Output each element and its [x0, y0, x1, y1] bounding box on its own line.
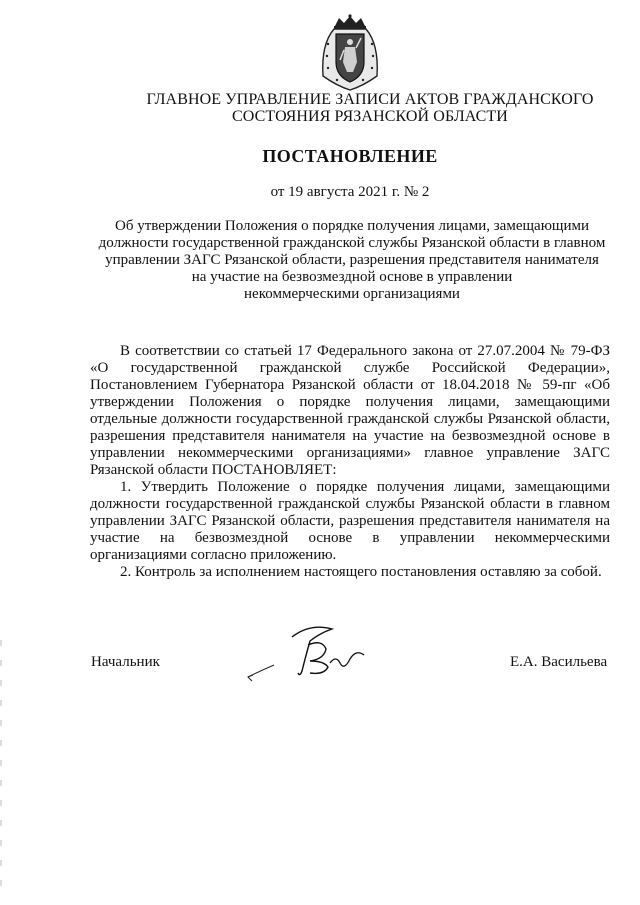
subject-line-2: должности государственной гражданской службы Рязанской области в главном [98, 235, 606, 251]
issuing-authority [90, 91, 640, 125]
signatory-name: Е.А. Васильева [510, 654, 608, 670]
document-subject [92, 218, 612, 303]
document-type: ПОСТАНОВЛЕНИЕ [262, 146, 438, 166]
preamble-paragraph: В соответствии со статьей 17 Федерального закона от 27.07.2004 № 79-ФЗ «О государственной гражданской службе Российской Федерации», Постановлением Губернатора Рязанской области от 18.04.2018 № 59-пг «Об утверждении Положения о порядке получения лицами, замещающими отдельные должности государственной гражданской службы Рязанской области, разрешения представителя нанимателя на участие на безвозмездной основе в управлении некоммерческими организациями» главное управление ЗАГС Рязанской области ПОСТАНОВЛЯЕТ: [90, 343, 610, 478]
scan-edge-marks [0, 640, 2, 890]
item-2-paragraph: 2. Контроль за исполнением настоящего постановления оставляю за собой. [120, 564, 602, 580]
org-line-2: СОСТОЯНИЯ РЯЗАНСКОЙ ОБЛАСТИ [232, 108, 508, 125]
signatory-position: Начальник [91, 654, 160, 670]
subject-line-5: некоммерческими организациями [244, 286, 460, 302]
coat-of-arms-icon [317, 14, 383, 94]
subject-line-1: Об утверждении Положения о порядке получения лицами, замещающими [115, 218, 589, 234]
document-body [90, 343, 610, 581]
subject-line-4: на участие на безвозмездной основе в управлении [191, 269, 513, 285]
document-date: от 19 августа 2021 г. № 2 [270, 184, 430, 200]
handwritten-signature [240, 615, 375, 690]
subject-line-3: управлении ЗАГС Рязанской области, разрешения представителя нанимателя [105, 252, 599, 268]
item-1-paragraph: 1. Утвердить Положение о порядке получения лицами, замещающими должности государственной гражданской службы Рязанской области в главном управлении ЗАГС Рязанской области, разрешения представителя нанимателя на участие на безвозмездной основе в управлении некоммерческими организациями согласно приложению. [90, 479, 610, 563]
org-line-1: ГЛАВНОЕ УПРАВЛЕНИЕ ЗАПИСИ АКТОВ ГРАЖДАНСКОГО [146, 91, 594, 108]
